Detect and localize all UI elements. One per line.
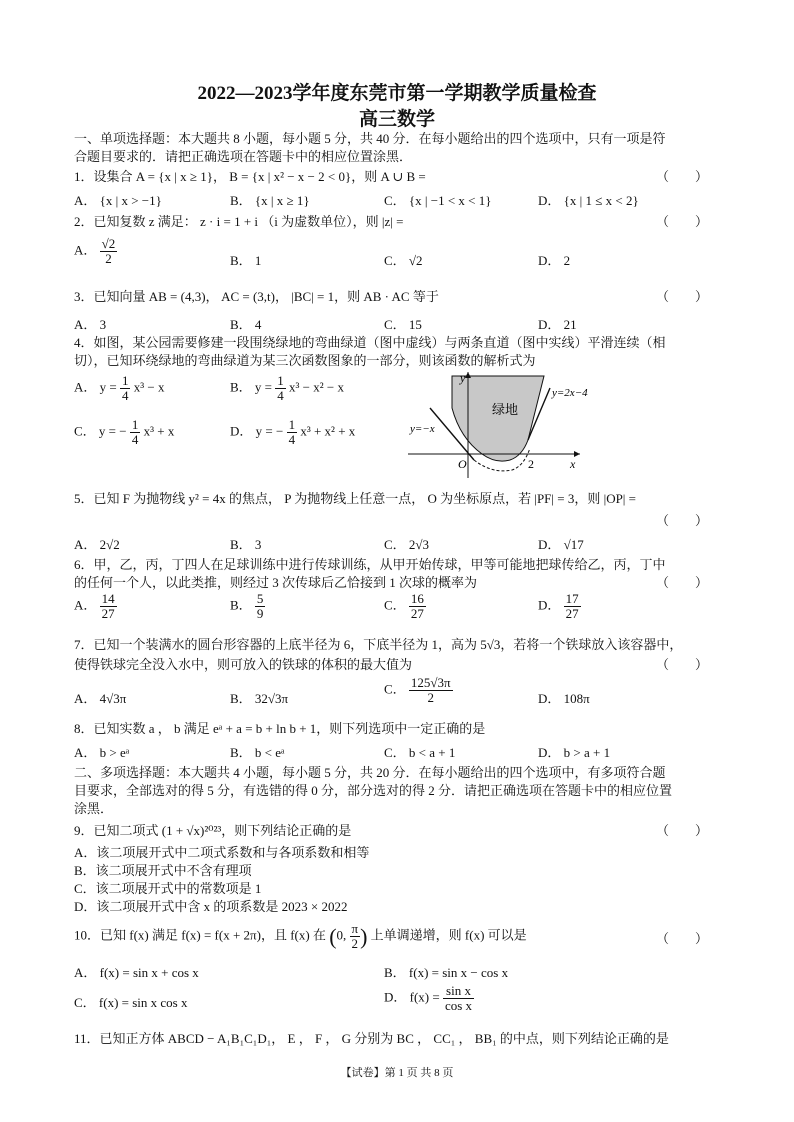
q4-a-fraction — [120, 374, 131, 403]
q8-stem: 8．已知实数 a ， b 满足 eᵃ + a = b + ln b + 1，则下列选项中一定正确的是 — [74, 721, 486, 736]
q1-option-b: B． {x | x ≥ 1} — [230, 193, 310, 208]
q6-b-label: B． — [230, 597, 252, 613]
q7-stem-line1: 7．已知一个装满水的圆台形容器的上底半径为 6，下底半径为 1，高为 5√3，若将一个铁球放入该容器中， — [74, 637, 683, 652]
q7-c-denominator: 2 — [427, 690, 435, 705]
q10-pi-denominator: 2 — [351, 936, 359, 951]
q10-right-paren: ) — [360, 924, 368, 949]
q10-d-prefix: D． f(x) = — [384, 989, 440, 1005]
q4-d-suffix: x³ + x² + x — [300, 423, 356, 439]
q2-option-a-fraction — [100, 237, 118, 266]
section2-instructions-line3: 涂黑． — [74, 801, 114, 816]
q6-c-denominator: 27 — [410, 606, 424, 621]
q6-a-denominator: 27 — [101, 606, 115, 621]
q1-option-d: D． {x | 1 ≤ x < 2} — [538, 193, 639, 208]
q2-stem: 2．已知复数 z 满足： z · i = 1 + i （i 为虚数单位），则 |z| = — [74, 214, 404, 229]
q10-d-denominator: cos x — [444, 998, 473, 1013]
q9-answer-bracket: （ ） — [656, 823, 709, 838]
green-area-label: 绿地 — [492, 402, 519, 417]
q4-b-prefix: B． y = — [230, 379, 273, 395]
q9-option-c: C．该二项展开式中的常数项是 1 — [74, 881, 262, 896]
q4-option-b — [230, 374, 344, 403]
q7-option-b: B． 32√3π — [230, 691, 289, 706]
q4-b-fraction — [275, 374, 286, 403]
q6-d-fraction — [564, 592, 581, 621]
q10-stem — [74, 922, 527, 951]
q10-interval-left: 0, — [336, 927, 347, 943]
q10-stem-prefix: 10．已知 f(x) 满足 f(x) = f(x + 2π)，且 f(x) 在 — [74, 927, 326, 943]
q10-d-fraction — [443, 984, 474, 1013]
q5-option-c: C． 2√3 — [384, 537, 430, 552]
q8-option-a: A． b > eᵃ — [74, 745, 130, 760]
q9-option-a: A．该二项展开式中二项式系数和与各项系数和相等 — [74, 845, 370, 860]
q2-option-a — [74, 237, 117, 266]
q8-option-c: C． b < a + 1 — [384, 745, 456, 760]
q4-d-fraction — [287, 418, 298, 447]
q6-stem-line2: 的任何一个人，以此类推，则经过 3 次传球后乙恰接到 1 次球的概率为 — [74, 575, 478, 590]
q9-option-b: B．该二项展开式中不含有理项 — [74, 863, 252, 878]
q9-stem: 9．已知二项式 (1 + √x)²⁰²³，则下列结论正确的是 — [74, 823, 352, 838]
tick-2-label: 2 — [528, 457, 534, 471]
q4-c-denominator: 4 — [131, 432, 139, 447]
q8-option-b: B． b < eᵃ — [230, 745, 285, 760]
q6-a-fraction — [100, 592, 117, 621]
q7-option-a: A． 4√3π — [74, 691, 127, 706]
q6-option-d — [538, 592, 581, 621]
q10-left-paren: ( — [329, 924, 337, 949]
q6-c-fraction — [409, 592, 426, 621]
origin-label: O — [458, 457, 467, 471]
q4-a-numerator: 1 — [121, 373, 129, 388]
q6-stem-line1: 6．甲，乙，丙，丁四人在足球训练中进行传球训练，从甲开始传球，甲等可能地把球传给乙，丙，丁中 — [74, 557, 666, 572]
q6-b-denominator: 9 — [256, 606, 264, 621]
q1-option-c: C． {x | −1 < x < 1} — [384, 193, 492, 208]
q4-c-fraction — [130, 418, 141, 447]
q6-b-fraction — [255, 592, 266, 621]
exam-title: 2022—2023学年度东莞市第一学期教学质量检查 — [197, 83, 597, 104]
q10-option-d — [384, 984, 474, 1013]
q4-a-prefix: A． y = — [74, 379, 117, 395]
q6-answer-bracket: （ ） — [656, 575, 709, 590]
q2-a-denominator: 2 — [105, 251, 112, 266]
q6-option-a — [74, 592, 117, 621]
q4-b-denominator: 4 — [277, 388, 284, 403]
q4-a-suffix: x³ − x — [133, 379, 165, 395]
q7-c-label: C． — [384, 681, 406, 697]
q1-stem: 1．设集合 A = {x | x ≥ 1}， B = {x | x² − x − 2 < 0}，则 A ∪ B = — [74, 169, 426, 184]
q10-answer-bracket: （ ） — [656, 931, 709, 946]
q10-pi-numerator: π — [351, 921, 359, 936]
x-axis-label: x — [570, 457, 576, 471]
q10-d-numerator: sin x — [443, 984, 474, 999]
q7-stem-line2: 使得铁球完全没入水中，则可放入的铁球的体积的最大值为 — [74, 657, 413, 672]
q6-a-label: A． — [74, 597, 97, 613]
y-axis-arrow — [465, 372, 471, 378]
q5-option-b: B． 3 — [230, 537, 262, 552]
q4-d-denominator: 4 — [288, 432, 296, 447]
q2-option-b: B． 1 — [230, 253, 262, 268]
q4-option-a — [74, 374, 164, 403]
q6-d-label: D． — [538, 597, 561, 613]
section2-instructions-line1: 二、多项选择题：本大题共 4 小题，每小题 5 分，共 20 分．在每小题给出的四个选项中，有多项符合题 — [74, 765, 666, 780]
q4-option-c — [74, 418, 174, 447]
section2-instructions-line2: 目要求，全部选对的得 5 分，有选错的得 0 分，部分选对的得 2 分．请把正确选项在答题卡中的相应位置 — [74, 783, 673, 798]
q4-b-suffix: x³ − x² − x — [289, 379, 344, 395]
q1-option-a: A． {x | x > −1} — [74, 193, 162, 208]
q10-option-c: C． f(x) = sin x cos x — [74, 995, 188, 1010]
q4-d-prefix: D． y = − — [230, 423, 284, 439]
q4-stem-line1: 4．如图，某公园需要修建一段围绕绿地的弯曲绿道（图中虚线）与两条直道（图中实线）平滑连续（相 — [74, 335, 666, 350]
q6-option-b — [230, 592, 265, 621]
page-footer: 【试卷】第 1 页 共 8 页 — [340, 1067, 454, 1079]
q8-option-d: D． b > a + 1 — [538, 745, 611, 760]
q10-stem-suffix: 上单调递增，则 f(x) 可以是 — [370, 927, 527, 943]
q4-c-suffix: x³ + x — [143, 423, 175, 439]
q3-option-b: B． 4 — [230, 317, 262, 332]
q3-stem: 3．已知向量 AB = (4,3)， AC = (3,t)， |BC| = 1，则 AB · AC 等于 — [74, 289, 439, 304]
q7-option-c — [384, 676, 453, 705]
q1-answer-bracket: （ ） — [656, 169, 709, 184]
q5-stem: 5．已知 F 为抛物线 y² = 4x 的焦点， P 为抛物线上任意一点， O 为坐标原点，若 |PF| = 3，则 |OP| = — [74, 491, 636, 506]
q3-answer-bracket: （ ） — [656, 289, 709, 304]
q9-option-d: D．该二项展开式中含 x 的项系数是 2023 × 2022 — [74, 899, 348, 914]
q6-b-numerator: 5 — [256, 591, 264, 606]
q4-c-prefix: C． y = − — [74, 423, 127, 439]
q4-option-d — [230, 418, 355, 447]
q5-option-a: A． 2√2 — [74, 537, 120, 552]
q6-a-numerator: 14 — [101, 591, 115, 606]
green-area-region — [452, 376, 544, 461]
q6-d-denominator: 27 — [565, 606, 579, 621]
line-left-label: y=−x — [410, 423, 435, 435]
q4-b-numerator: 1 — [277, 373, 284, 388]
q3-option-a: A． 3 — [74, 317, 107, 332]
q4-a-denominator: 4 — [121, 388, 129, 403]
q7-c-fraction — [409, 676, 453, 705]
section1-instructions-line2: 合题目要求的．请把正确选项在答题卡中的相应位置涂黑． — [74, 149, 413, 164]
q2-answer-bracket: （ ） — [656, 214, 709, 229]
q4-d-numerator: 1 — [288, 417, 296, 432]
q7-answer-bracket: （ ） — [656, 657, 709, 672]
q6-c-numerator: 16 — [410, 591, 424, 606]
q10-option-a: A． f(x) = sin x + cos x — [74, 965, 199, 980]
q6-option-c — [384, 592, 426, 621]
q2-option-a-label: A． — [74, 242, 97, 258]
q10-interval-fraction — [350, 922, 361, 951]
q6-d-numerator: 17 — [565, 591, 579, 606]
q3-option-d: D． 21 — [538, 317, 577, 332]
q10-option-b: B． f(x) = sin x − cos x — [384, 965, 509, 980]
q2-option-d: D． 2 — [538, 253, 571, 268]
q6-c-label: C． — [384, 597, 406, 613]
y-axis-label: y — [460, 371, 466, 385]
q4-figure — [400, 368, 590, 480]
q2-a-numerator: √2 — [101, 236, 116, 251]
exam-subtitle: 高三数学 — [358, 109, 435, 130]
q5-answer-bracket: （ ） — [656, 513, 709, 528]
line-right-label: y=2x−4 — [552, 387, 588, 399]
q7-c-numerator: 125√3π — [410, 675, 451, 690]
section1-instructions-line1: 一、单项选择题：本大题共 8 小题，每小题 5 分，共 40 分．在每小题给出的四个选项中，只有一项是符 — [74, 131, 666, 146]
q11-stem: 11．已知正方体 ABCD − A₁B₁C₁D₁， E ， F ， G 分别为 BC ， CC₁ ， BB₁ 的中点，则下列结论正确的是 — [74, 1031, 669, 1046]
q4-stem-line2: 切），已知环绕绿地的弯曲绿道为某三次函数图象的一部分，则该函数的解析式为 — [74, 353, 536, 368]
q3-option-c: C． 15 — [384, 317, 422, 332]
q4-c-numerator: 1 — [131, 417, 139, 432]
q7-option-d: D． 108π — [538, 691, 590, 706]
q5-option-d: D． √17 — [538, 537, 584, 552]
q2-option-c: C． √2 — [384, 253, 423, 268]
